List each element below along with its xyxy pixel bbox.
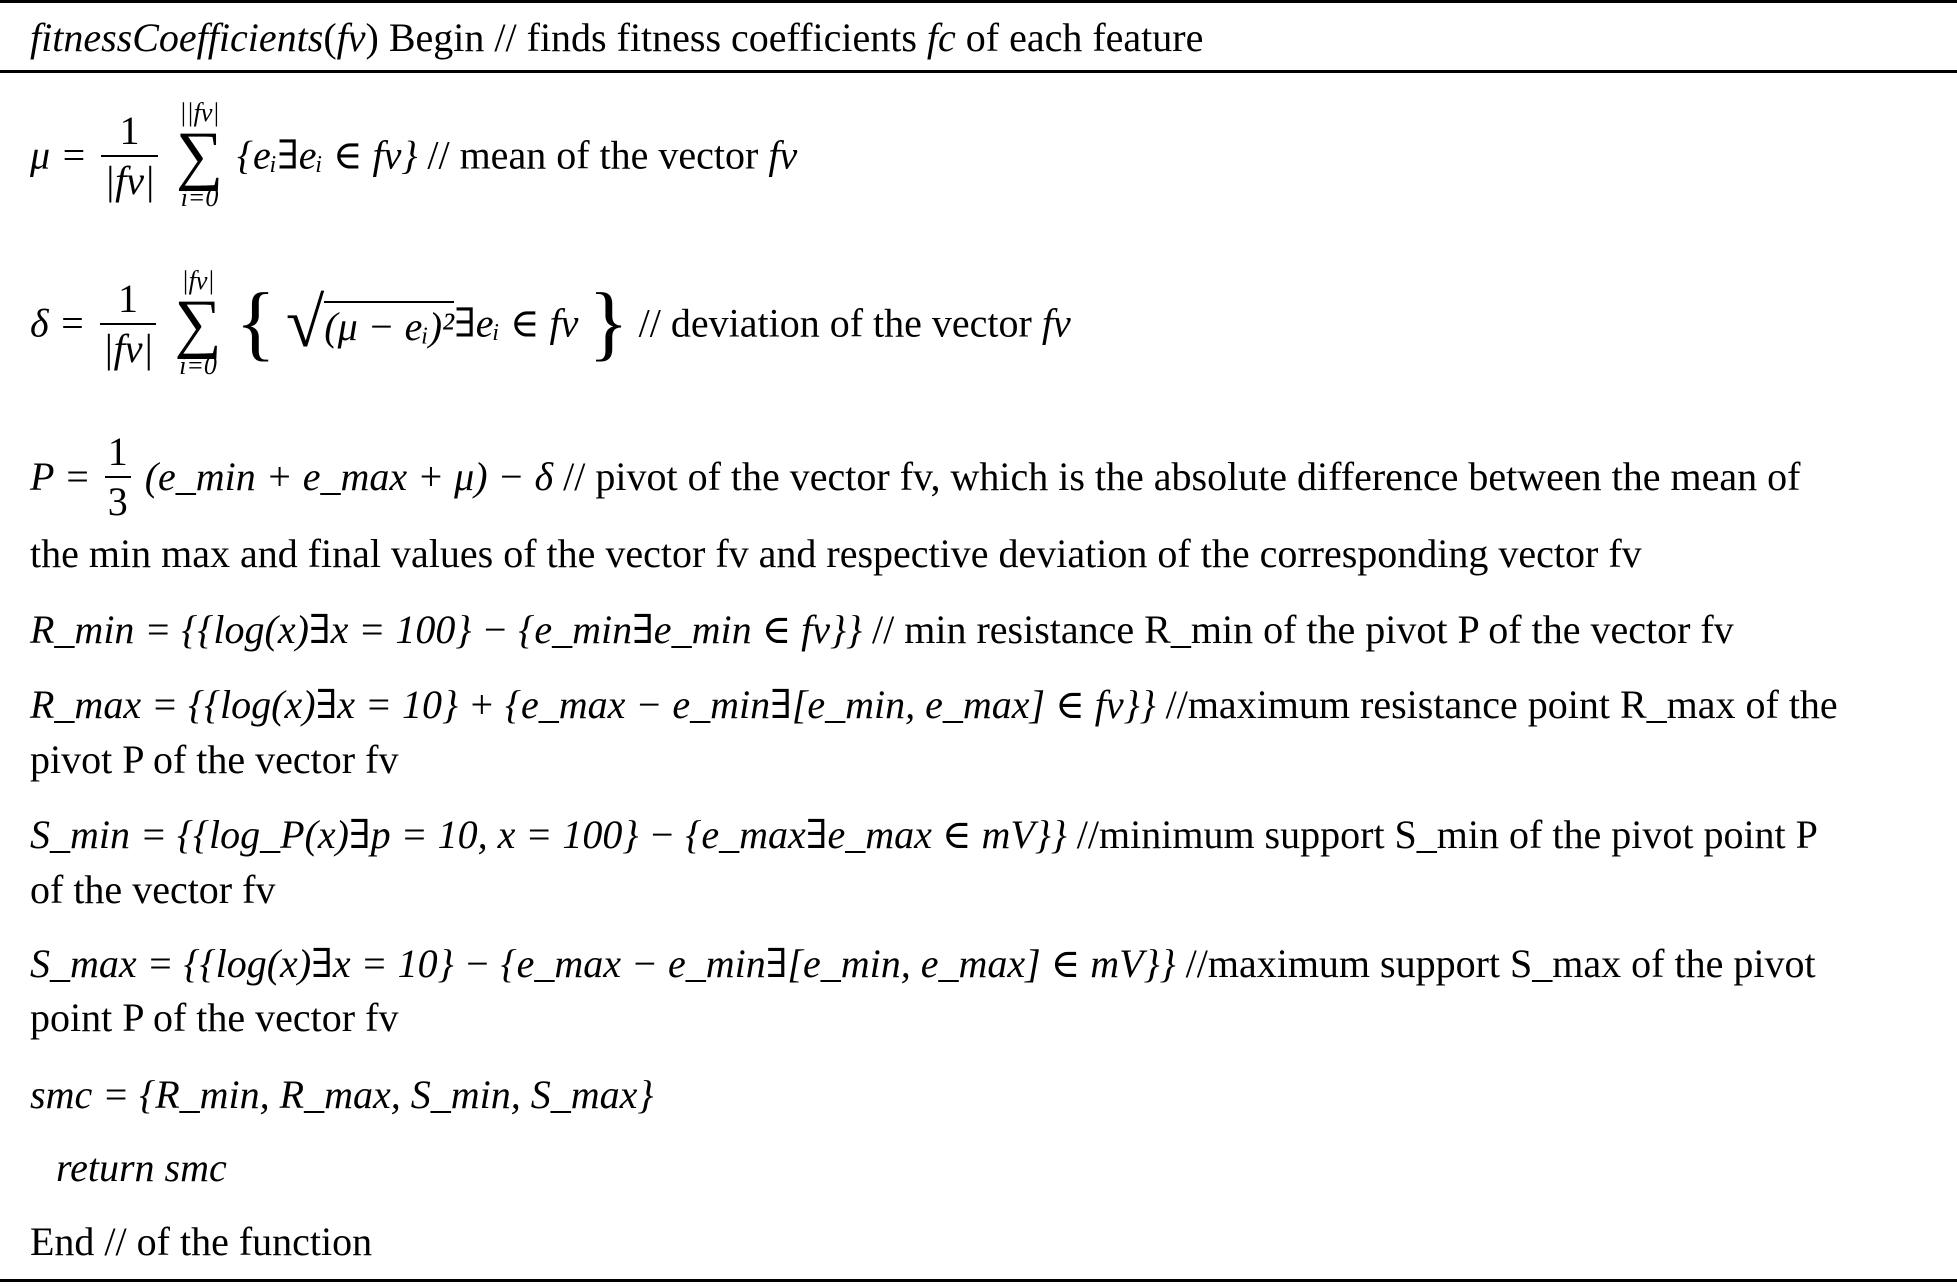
pivot-comment-line1: // pivot of the vector fv, which is the absolute difference between the mean of: [563, 454, 1801, 499]
fraction: $\frac{1}{3}$: [105, 432, 131, 522]
smin-formula: S_min = {{log_P(x)∃p = 10, x = 100} − {e_max∃e_max ∈ mV}} //minimum support S_min of the pivot point P: [30, 812, 1818, 857]
smax-formula: S_max = {{log(x)∃x = 10} − {e_max − e_min∃[e_min, e_max] ∈ mV}} //maximum support S_max of the pivot: [30, 941, 1816, 986]
smc-formula: smc = {R_min, R_max, S_min, S_max}: [30, 1072, 654, 1117]
summation: ||fv| ∑ i=0: [175, 98, 223, 213]
bottom-rule: [0, 1279, 1957, 1282]
header-rule: [0, 70, 1957, 73]
return-statement: return smc: [56, 1145, 227, 1190]
function-name: fitnessCoefficients: [30, 15, 324, 60]
deviation-formula: δ = $\frac{1}{|fv|}$ |fv| ∑ i=0 { √(μ − eᵢ)²∃eᵢ ∈ fv } // deviation of the vector fv: [30, 266, 1071, 381]
rmin-formula: R_min = {{log(x)∃x = 100} − {e_min∃e_min ∈ fv}} // min resistance R_min of the pivot P of the vector fv: [30, 607, 1734, 652]
smax-comment: //maximum support S_max of the pivot: [1185, 941, 1816, 986]
top-rule: [0, 0, 1957, 3]
pivot-comment-line2: the min max and final values of the vector fv and respective deviation of the corresponding vector fv: [30, 531, 1642, 576]
mean-formula: μ = $\frac{1}{|fv|}$ ||fv| ∑ i=0 {eᵢ∃eᵢ ∈ fv} // mean of the vector fv: [30, 98, 798, 213]
summation: |fv| ∑ i=0: [174, 266, 222, 381]
fraction: $\frac{1}{|fv|}$: [100, 279, 157, 369]
rmin-comment: // min resistance R_min of the pivot P of the vector fv: [872, 607, 1734, 652]
rmax-formula: R_max = {{log(x)∃x = 10} + {e_max − e_min∃[e_min, e_max] ∈ fv}} //maximum resistance point R_max of the: [30, 682, 1838, 727]
square-root: √(μ − eᵢ)²: [285, 284, 455, 362]
rmax-comment-line2: pivot P of the vector fv: [30, 737, 399, 782]
end-statement: End // of the function: [30, 1219, 373, 1264]
rmax-comment: //maximum resistance point R_max of the: [1165, 682, 1838, 727]
mean-comment: // mean of the vector: [427, 132, 759, 178]
algorithm-header: fitnessCoefficients(fv) Begin // finds fitness coefficients fc of each feature: [30, 15, 1204, 60]
header-comment: // finds fitness coefficients: [494, 15, 917, 60]
smax-comment-line2: point P of the vector fv: [30, 995, 399, 1040]
deviation-comment: // deviation of the vector: [638, 300, 1032, 346]
smin-comment-line2: of the vector fv: [30, 867, 276, 912]
begin-keyword: Begin: [388, 15, 485, 60]
pivot-formula: P = $\frac{1}{3}$ (e_min + e_max + μ) − δ // pivot of the vector fv, which is the absolute difference between the mean of: [30, 429, 1801, 524]
smin-comment: //minimum support S_min of the pivot point P: [1076, 812, 1818, 857]
fraction: $\frac{1}{|fv|}$: [101, 111, 158, 201]
